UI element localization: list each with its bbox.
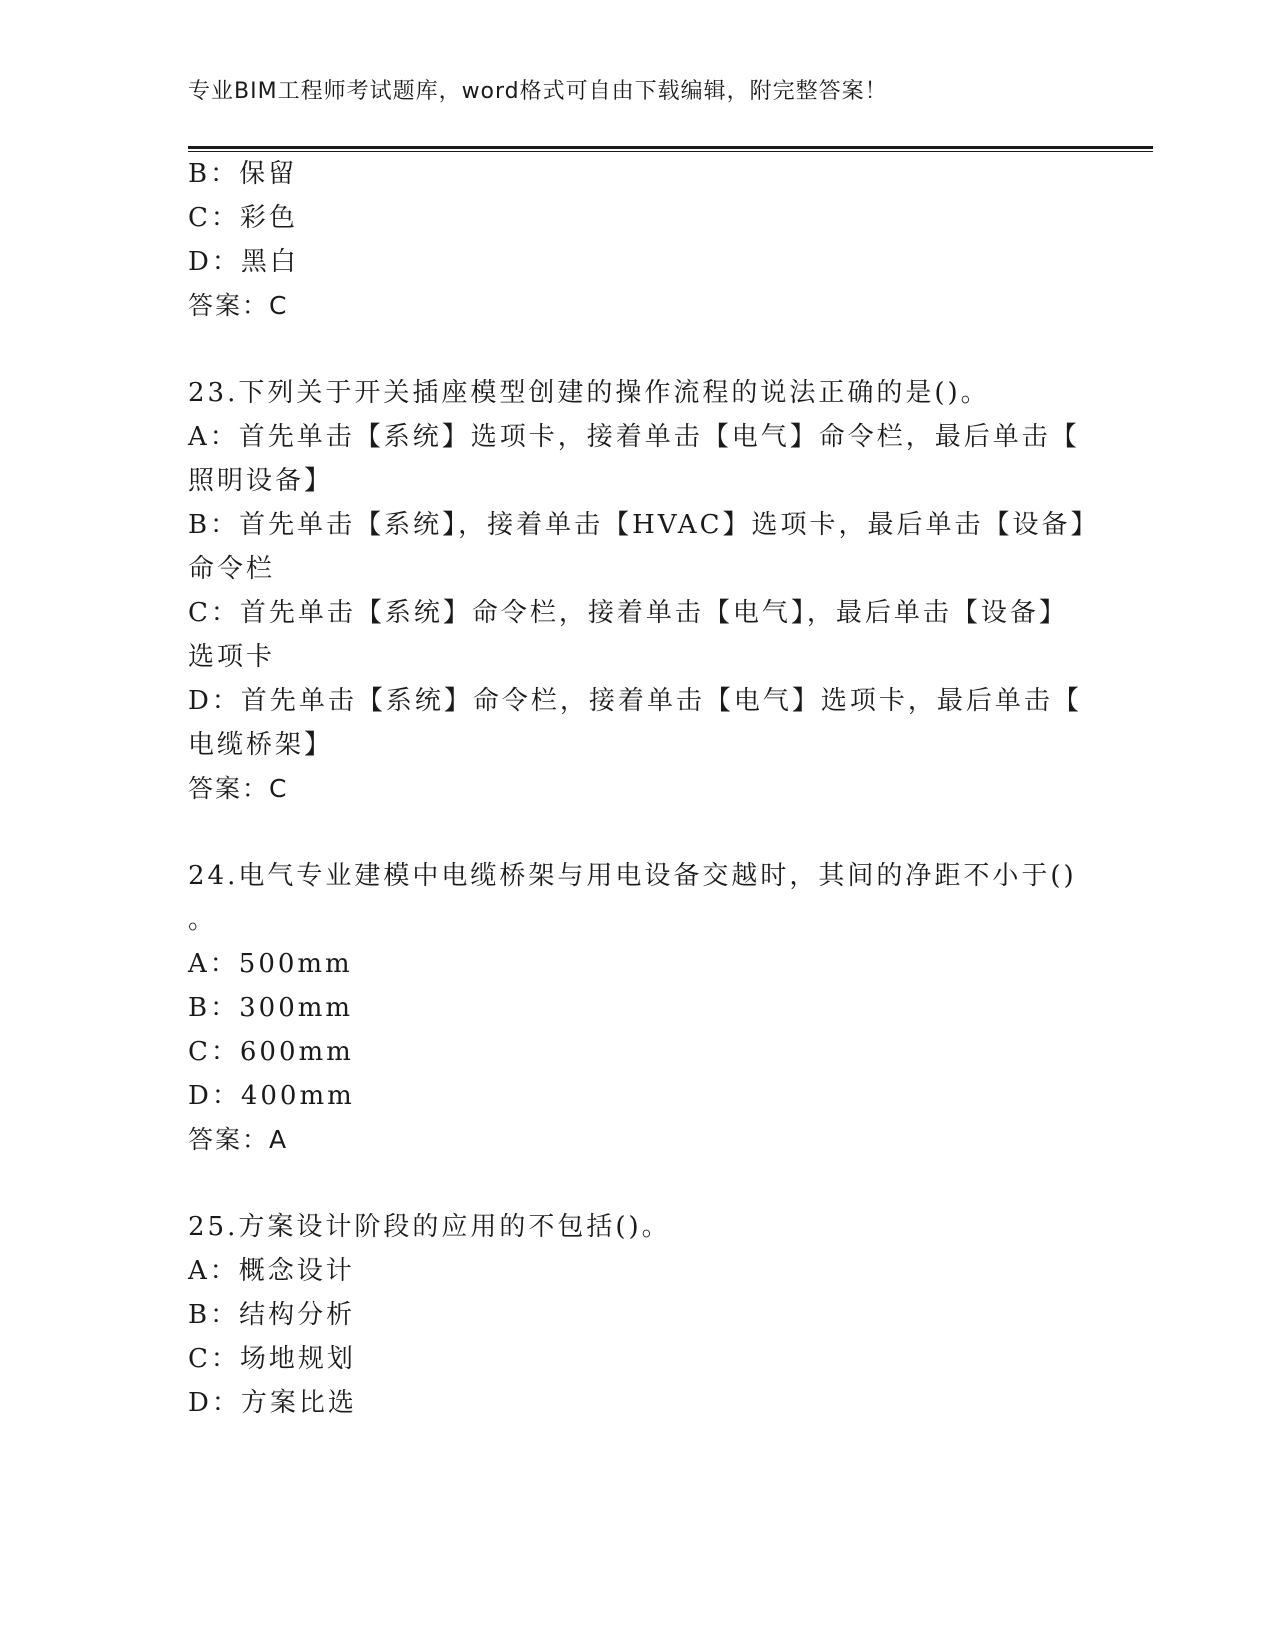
q24-option-b: B：300mm xyxy=(188,993,354,1023)
header-rule-thick xyxy=(188,146,1153,149)
q23-stem: 23.下列关于开关插座模型创建的操作流程的说法正确的是()。 xyxy=(188,378,990,408)
q24-option-d: D：400mm xyxy=(188,1081,355,1111)
q23-option-c-line1: C：首先单击【系统】命令栏，接着单击【电气】，最后单击【设备】 xyxy=(188,598,1068,628)
q25-stem: 25.方案设计阶段的应用的不包括()。 xyxy=(188,1212,671,1242)
q25-option-a: A：概念设计 xyxy=(188,1256,355,1286)
q24-stem-line2: 。 xyxy=(188,905,218,935)
q23-option-a-line2: 照明设备】 xyxy=(188,466,334,496)
q22-answer: 答案：C xyxy=(188,291,289,320)
q24-option-a: A：500mm xyxy=(188,949,353,979)
q23-option-b-line2: 命令栏 xyxy=(188,554,276,584)
q23-option-c-line2: 选项卡 xyxy=(188,642,276,672)
q23-answer: 答案：C xyxy=(188,774,289,803)
q22-option-c: C：彩色 xyxy=(188,203,298,233)
q23-option-d-line2: 电缆桥架】 xyxy=(188,730,334,760)
q24-option-c: C：600mm xyxy=(188,1037,354,1067)
q24-answer: 答案：A xyxy=(188,1125,289,1154)
q25-option-c: C：场地规划 xyxy=(188,1344,356,1374)
q23-option-a-line1: A：首先单击【系统】选项卡，接着单击【电气】命令栏，最后单击【 xyxy=(188,422,1080,452)
page-header: 专业BIM工程师考试题库，word格式可自由下载编辑，附完整答案！ xyxy=(188,79,888,104)
q22-option-b: B：保留 xyxy=(188,159,298,189)
q25-option-d: D：方案比选 xyxy=(188,1388,357,1418)
q25-option-b: B：结构分析 xyxy=(188,1300,356,1330)
q23-option-d-line1: D：首先单击【系统】命令栏，接着单击【电气】选项卡，最后单击【 xyxy=(188,686,1082,716)
q24-stem-line1: 24.电气专业建模中电缆桥架与用电设备交越时，其间的净距不小于() xyxy=(188,861,1077,891)
header-rule-thin xyxy=(188,151,1153,152)
q22-option-d: D：黑白 xyxy=(188,247,299,277)
q23-option-b-line1: B：首先单击【系统】，接着单击【HVAC】选项卡，最后单击【设备】 xyxy=(188,510,1100,540)
